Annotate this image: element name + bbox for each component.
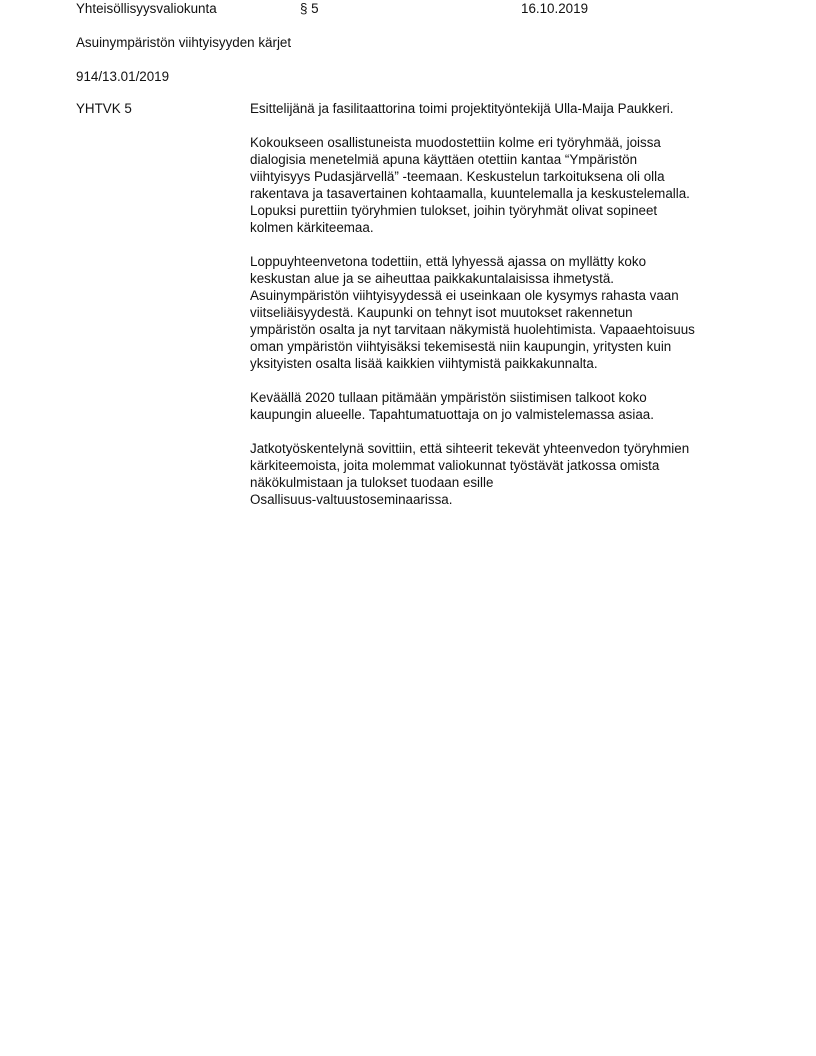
text-line: kaupungin alueelle. Tapahtumatuottaja on jo valmistelemassa asiaa. — [250, 407, 654, 422]
section-number: § 5 — [300, 1, 319, 16]
text-line: yksityisten osalta lisää kaikkien viihtymistä paikkakunnalta. — [250, 356, 598, 371]
text-line: kärkiteemoista, joita molemmat valiokunnat työstävät jatkossa omista — [250, 458, 660, 473]
text-line: Asuinympäristön viihtyisyydessä ei useinkaan ole kysymys rahasta vaan — [250, 288, 679, 303]
paragraph — [250, 253, 750, 372]
text-line: Kokoukseen osallistuneista muodostettiin kolme eri työryhmää, joissa — [250, 135, 661, 150]
committee-name: Yhteisöllisyysvaliokunta — [76, 1, 217, 16]
reference-number: 914/13.01/2019 — [76, 69, 170, 84]
paragraph — [250, 134, 750, 236]
paragraph — [250, 389, 750, 423]
text-line: viitseliäisyydestä. Kaupunki on tehnyt isot muutokset rakennetun — [250, 305, 633, 320]
text-line: Lopuksi purettiin työryhmien tulokset, joihin työryhmät olivat sopineet — [250, 203, 658, 218]
body-text — [250, 100, 750, 525]
text-line: Jatkotyöskentelynä sovittiin, että sihteerit tekevät yhteenvedon työryhmien — [250, 441, 690, 456]
meeting-date: 16.10.2019 — [521, 1, 589, 16]
text-line: oman ympäristön viihtyisäksi tekemisestä niin kaupungin, yritysten kuin — [250, 339, 672, 354]
text-line: viihtyisyys Pudasjärvellä” -teemaan. Keskustelun tarkoituksena oli olla — [250, 169, 665, 184]
document-title: Asuinympäristön viihtyisyyden kärjet — [76, 35, 292, 50]
text-line: Osallisuus-valtuustoseminaarissa. — [250, 492, 453, 507]
text-line: dialogisia menetelmiä apuna käyttäen otettiin kantaa “Ympäristön — [250, 152, 638, 167]
text-line: Loppuyhteenvetona todettiin, että lyhyessä ajassa on myllätty koko — [250, 254, 647, 269]
paragraph — [250, 100, 750, 117]
text-line: keskustan alue ja se aiheuttaa paikkakuntalaisissa ihmetystä. — [250, 271, 614, 286]
item-code: YHTVK 5 — [76, 101, 132, 116]
paragraph — [250, 440, 750, 508]
text-line: kolmen kärkiteemaa. — [250, 220, 374, 235]
text-line: Esittelijänä ja fasilitaattorina toimi projektityöntekijä Ulla-Maija Paukkeri. — [250, 101, 674, 116]
text-line: Keväällä 2020 tullaan pitämään ympäristön siistimisen talkoot koko — [250, 390, 647, 405]
text-line: näkökulmistaan ja tulokset tuodaan esille — [250, 475, 494, 490]
text-line: ympäristön osalta ja nyt tarvitaan näkymistä huolehtimista. Vapaaehtoisuus — [250, 322, 695, 337]
text-line: rakentava ja tasavertainen kohtaamalla, kuuntelemalla ja keskustelemalla. — [250, 186, 690, 201]
